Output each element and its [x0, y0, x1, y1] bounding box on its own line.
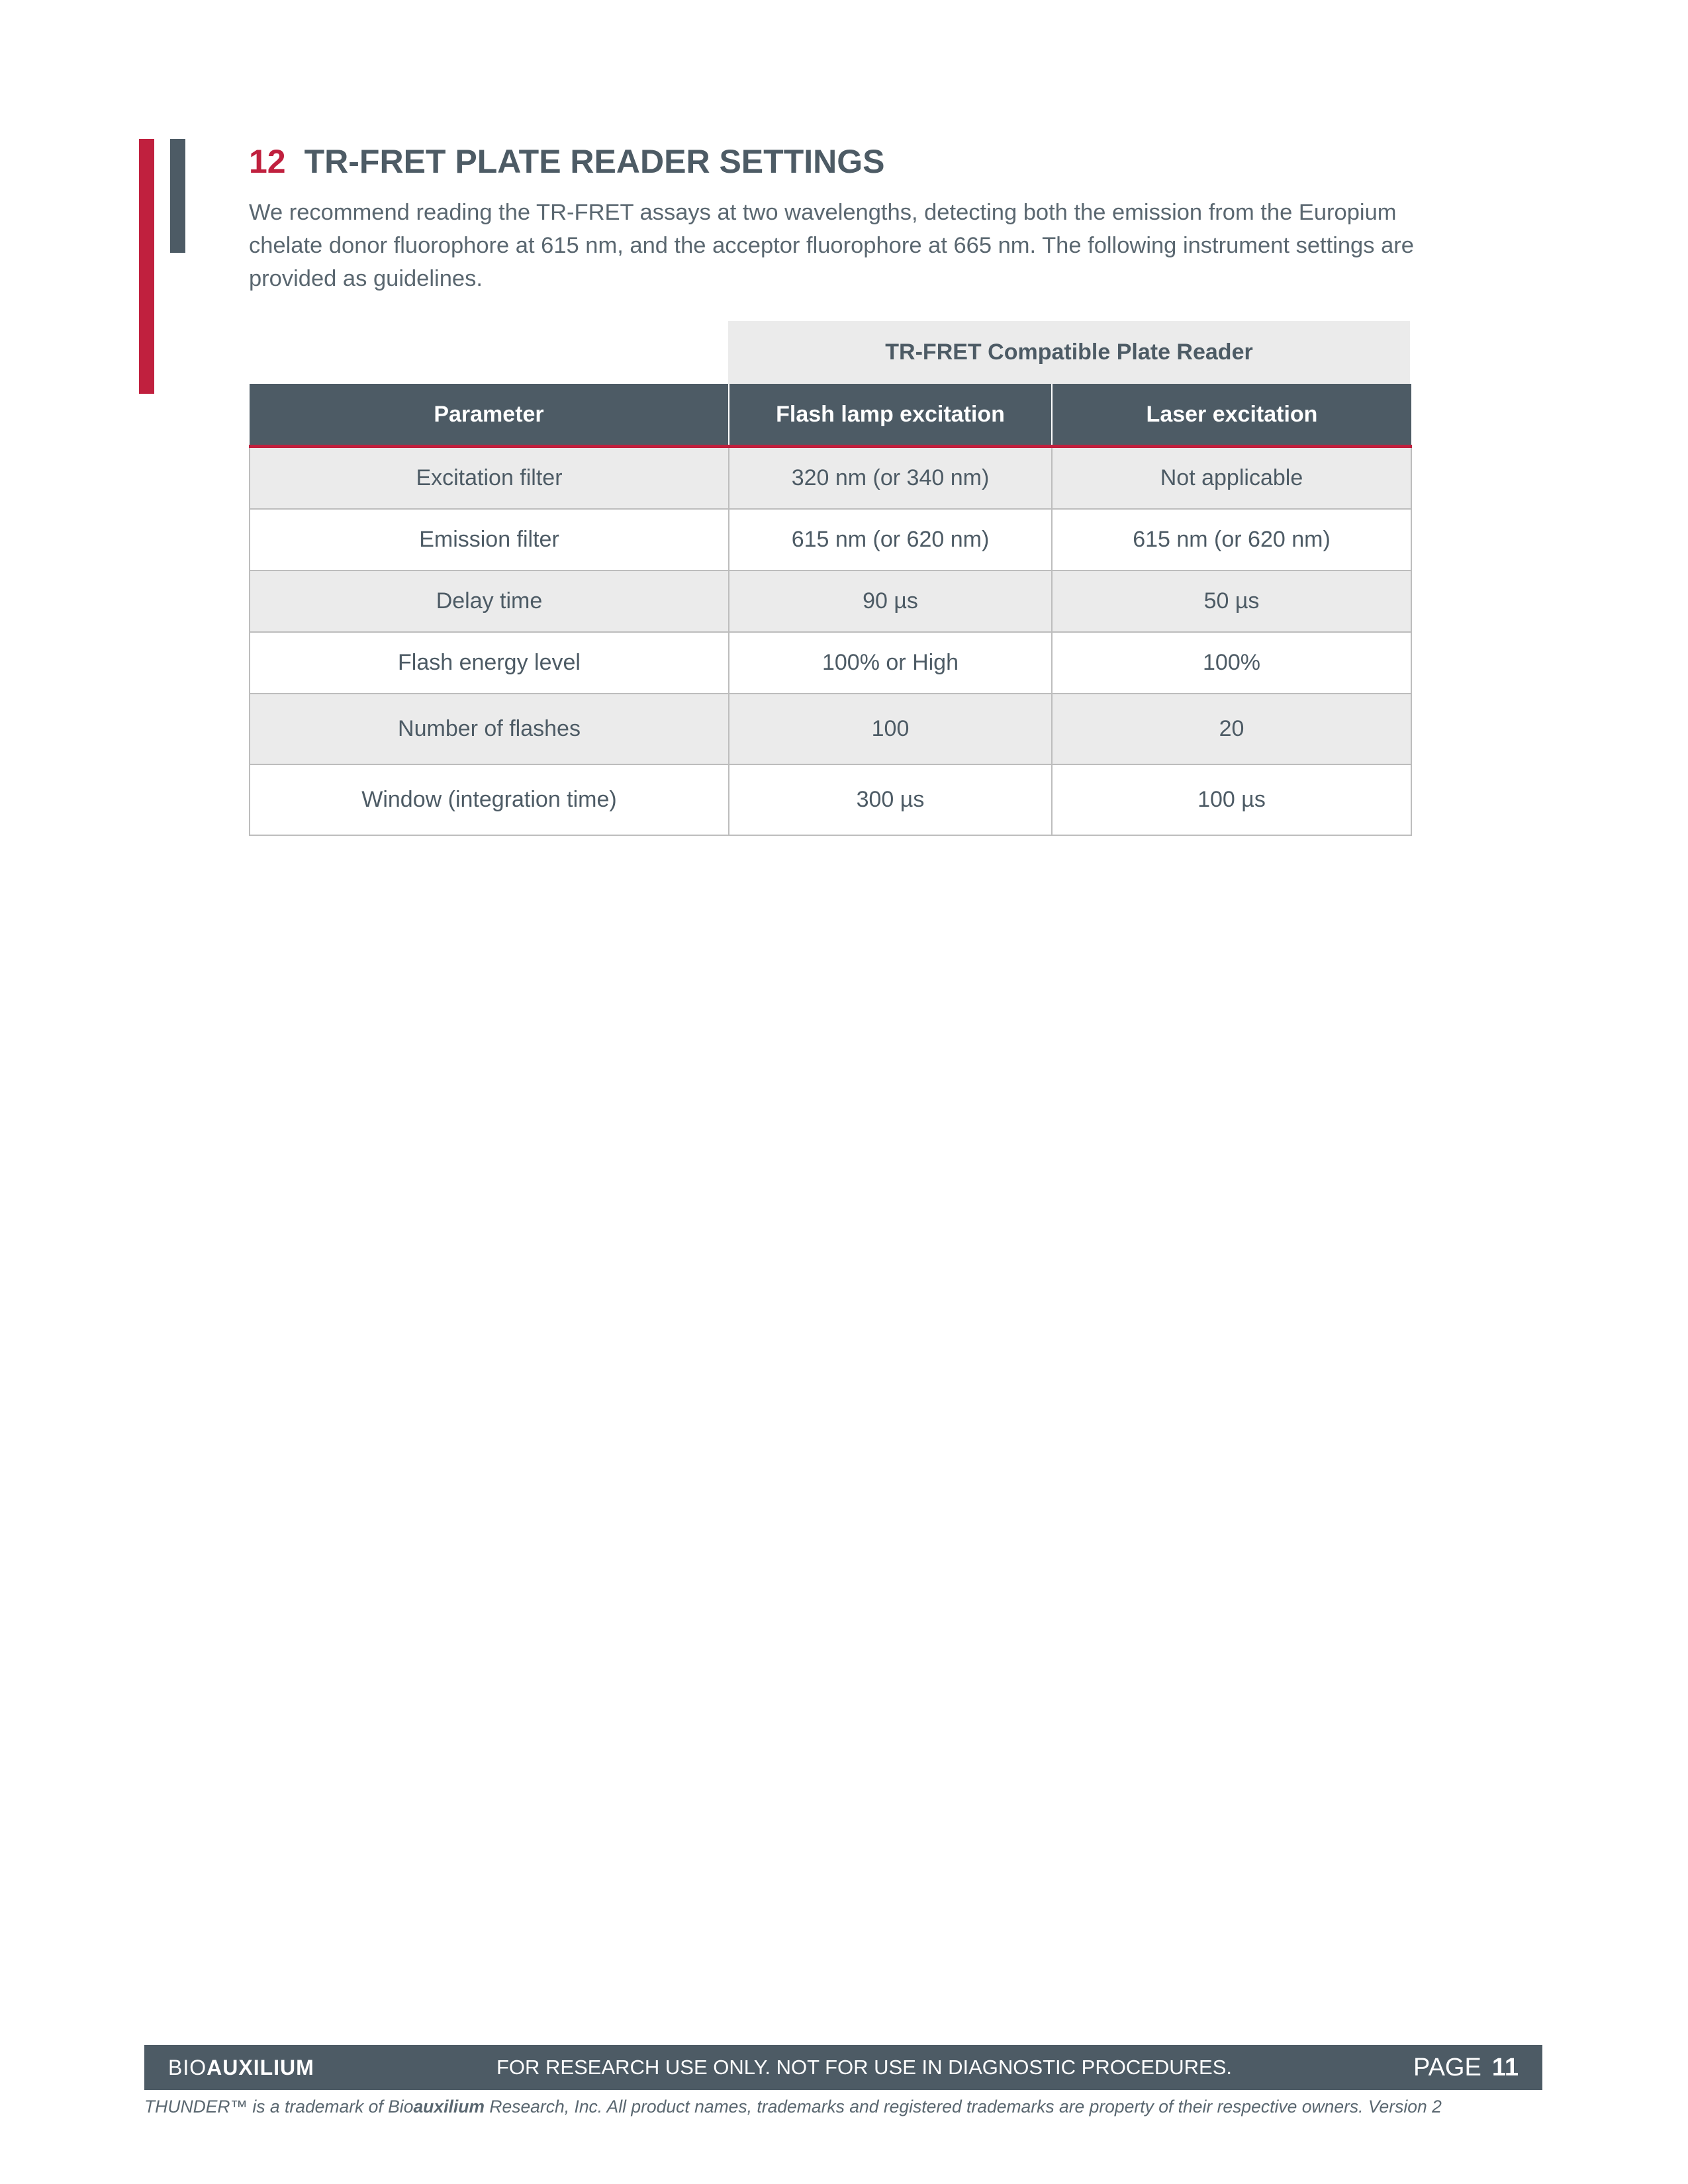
page-label: PAGE [1413, 2054, 1481, 2081]
table-cell: Emission filter [250, 509, 729, 570]
table-cell: Not applicable [1052, 447, 1411, 510]
trademark-text-bold: auxilium [413, 2097, 485, 2116]
table-cell: 100% or High [729, 632, 1052, 694]
trademark-text-start: THUNDER™ is a trademark of Bio [144, 2097, 414, 2116]
table-cell: 100% [1052, 632, 1411, 694]
trademark-notice [144, 2097, 1561, 2117]
table-header-row [250, 384, 1411, 447]
table-cell: 100 [729, 694, 1052, 764]
page-indicator [1413, 2045, 1519, 2090]
table-cell: 90 µs [729, 570, 1052, 632]
page-number: 11 [1491, 2054, 1519, 2081]
section-number: 12 [249, 143, 286, 180]
accent-bar-gray [170, 139, 185, 253]
table-row [250, 632, 1411, 694]
table-cell: Number of flashes [250, 694, 729, 764]
accent-bar-red [139, 139, 154, 394]
table-cell: 50 µs [1052, 570, 1411, 632]
section-title: TR-FRET PLATE READER SETTINGS [304, 143, 885, 180]
settings-table [249, 384, 1412, 836]
table-cell: Window (integration time) [250, 764, 729, 835]
section-heading [249, 135, 884, 188]
table-row [250, 509, 1411, 570]
table-cell: 615 nm (or 620 nm) [729, 509, 1052, 570]
brand-logo [168, 2045, 314, 2090]
column-header-laser: Laser excitation [1052, 384, 1411, 447]
table-cell: 300 µs [729, 764, 1052, 835]
table-cell: 320 nm (or 340 nm) [729, 447, 1052, 510]
trademark-text-end: Research, Inc. All product names, trademarks and registered trademarks are property of their respective owners. Version 2 [484, 2097, 1442, 2116]
table-cell: 100 µs [1052, 764, 1411, 835]
table-cell: Flash energy level [250, 632, 729, 694]
table-row [250, 447, 1411, 510]
table-cell: 615 nm (or 620 nm) [1052, 509, 1411, 570]
intro-paragraph: We recommend reading the TR-FRET assays at two wavelengths, detecting both the emission from the Europium chelate donor fluorophore at 615 nm, and the acceptor fluorophore at 665 nm. The following instrument settings are provided as guidelines. [249, 200, 1414, 291]
table-row [250, 570, 1411, 632]
brand-suffix: AUXILIUM [207, 2056, 314, 2079]
column-header-flash-lamp: Flash lamp excitation [729, 384, 1052, 447]
research-use-notice: FOR RESEARCH USE ONLY. NOT FOR USE IN DIAGNOSTIC PROCEDURES. [496, 2056, 1233, 2079]
brand-prefix: BIO [168, 2056, 207, 2079]
table-group-header: TR-FRET Compatible Plate Reader [728, 321, 1410, 384]
table-row [250, 764, 1411, 835]
table-cell: Excitation filter [250, 447, 729, 510]
table-cell: Delay time [250, 570, 729, 632]
column-header-parameter: Parameter [250, 384, 729, 447]
table-row [250, 694, 1411, 764]
table-cell: 20 [1052, 694, 1411, 764]
footer-bar [144, 2045, 1542, 2090]
